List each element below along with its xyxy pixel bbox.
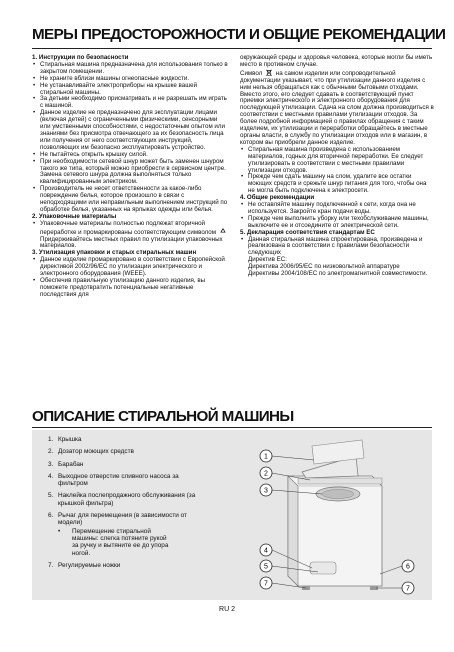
safety-list (32, 62, 228, 173)
packaging-list (32, 221, 228, 237)
callout-7-left (260, 577, 272, 589)
part-item: 2. Дозатор моющих средств (48, 448, 134, 456)
callout-4 (260, 544, 272, 556)
packaging-note: Придерживайтесь местных правил по утилизации упаковочных материалов. (40, 235, 223, 250)
part-item: 6. Рычаг для перемещения (в зависимости от модели) • Перемещение стиральной машины: слегка потяните рукой за ручку и вытяните ее до упора ногой. (48, 512, 208, 557)
svg-text:2: 2 (264, 470, 268, 478)
list-item: • Данная стиральная машина спроектирована, произведена и реализована в соответствии с правилами безопасности следующих (248, 237, 434, 258)
list-item: • Не пытайтесь открыть крышку силой. (40, 152, 228, 159)
parts-list (48, 436, 208, 574)
cord-note: Замена сетевого шнура должна выполняться только квалифицированным электриком. (40, 171, 192, 186)
declaration-heading: 5. Декларация соответствия стандартам ЕС (240, 228, 375, 236)
part-item: 7. Регулируемые ножки (48, 561, 121, 569)
declaration-list (240, 237, 434, 258)
description-title: ОПИСАНИЕ СТИРАЛЬНОЙ МАШИНЫ (32, 408, 294, 425)
disposal-continued: окружающей среды и здоровья человека, которые могли бы иметь место в противном случае. (240, 54, 433, 68)
crossed-bin-icon (264, 69, 274, 76)
precautions-title: МЕРЫ ПРЕДОСТОРОЖНОСТИ И ОБЩИЕ РЕКОМЕНДАЦИИ (32, 26, 446, 43)
list-item: • Обеспечив правильную утилизацию данного изделия, вы поможете предотвратить потенциальные негативные последствия для (40, 278, 228, 299)
general-heading: 4. Общие рекомендации (240, 194, 315, 202)
svg-text:4: 4 (264, 547, 268, 555)
packaging-heading: 2. Упаковочные материалы (32, 212, 117, 220)
washing-machine-illustration (252, 436, 422, 600)
part-item: 1. Крышка (48, 436, 82, 443)
svg-text:3: 3 (264, 487, 268, 495)
part-item: 4. Выходное отверстие сливного насоса за фильтром (48, 472, 179, 488)
svg-text:5: 5 (264, 563, 268, 571)
part-text: Рычаг для перемещения (в зависимости от модели) (58, 512, 187, 527)
safety-list-cont (32, 186, 228, 214)
recycling-list (240, 147, 434, 195)
callout-2 (260, 467, 272, 479)
disposal-list (32, 257, 228, 298)
page-number: RU 2 (219, 606, 235, 613)
svg-text:6: 6 (406, 563, 410, 571)
list-item: • При необходимости сетевой шнур может быть заменен шнуром такого же типа, который можно приобрести в сервисном центре. (40, 159, 228, 173)
list-item: • Прежде чем сдать машину на слом, удалите все остатки моющих средств и срежьте шнур питания для того, чтобы она не могла быть подключена к электросети. (248, 174, 434, 195)
callout-3 (260, 484, 272, 496)
callout-6 (402, 560, 414, 572)
list-item: • Не устанавливайте электроприборы на крышке вашей стиральной машины. (40, 83, 228, 97)
callout-5 (260, 560, 272, 572)
recycle-icon (218, 228, 228, 235)
safety-heading: 1. Инструкции по безопасности (32, 54, 129, 61)
part-item: 3. Барабан (48, 460, 84, 468)
directive-line: Директивы 2004/108/EC по электромагнитной совместимости. (248, 270, 428, 278)
list-item: • Не оставляйте машину подключенной к сети, когда она не используется. Закройте кран подачи воды. (248, 202, 434, 216)
part-item: 5. Наклейка послепродажного обслуживания (за крышкой фильтра) (48, 492, 196, 507)
symbol-prefix: Символ (240, 69, 263, 77)
list-item: • Не храните вблизи машины огнеопасные жидкости. (40, 76, 228, 83)
weee-text: на самом изделии или сопроводительной документации указывает, что при утилизации данного изделия с ним нельзя обращаться как с обычными бытовыми отходами. Вместо этого, его следует сдавать в соответствующий пункт приемки электрического и электронного оборудования для последующей утилизации. Сдача на слом должна производиться в соответствии с местными правилами утилизации отходов. За более подробной информацией о правилах обращения с таким изделием, их утилизации и переработки обращайтесь в местные органы власти, в службу по утилизации отходов или в магазин, в котором вы приобрели данное изделие. (240, 69, 434, 146)
part-subnote: • Перемещение стиральной машины: слегка потяните рукой за ручку и вытяните ее до упора ногой. (58, 528, 208, 557)
list-item: • Прежде чем выполнить уборку или техобслуживание машины, выключите ее и отсоедините от электрической сети. (248, 216, 434, 230)
callout-7-right (402, 582, 414, 594)
packaging-text: Упаковочные материалы полностью подлежат вторичной переработке и промаркированы соответствующим символом (40, 219, 217, 236)
list-item: • За детьми необходимо присматривать и не разрешать им играть с машиной. (40, 96, 228, 110)
disposal-heading: 3. Утилизация упаковки и старых стиральных машин (32, 249, 197, 257)
weee-paragraph (240, 69, 434, 147)
list-item: • Стиральная машина произведена с использованием материалов, годных для вторичной переработки. Ее следует утилизировать в соответствии с местными правилами утилизации отходов. (248, 147, 434, 175)
svg-text:7: 7 (264, 580, 268, 588)
title-divider (32, 48, 432, 49)
directive-line: Директива 2006/95/EC по низковольтной аппаратуре (248, 263, 400, 271)
svg-text:7: 7 (406, 585, 410, 593)
list-item: • Производитель не несет ответственности за какое-либо повреждение белья, которое произошло в связи с неподходящими или неправильным выполнением инструкций по обработке белья, указанных на ярлыках одежды или белья. (40, 186, 228, 214)
directive-line: Директив ЕС: (248, 256, 287, 264)
list-item: • Стиральная машина предназначена для использования только в закрытом помещении. (40, 62, 228, 76)
list-item: • Данное изделие не предназначено для эксплуатации лицами (включая детей) с ограниченными физическими, сенсорными или умственными способностями, с недостаточным опытом или знаниями без присмотра отвечающего за их безопасность лица или получения от него соответствующих инструкций, позволяющих им безопасно эксплуатировать устройство. (40, 110, 228, 151)
callout-1 (260, 450, 272, 462)
svg-text:1: 1 (264, 453, 268, 461)
precautions-column-right (240, 55, 434, 278)
title-divider (32, 427, 432, 428)
list-item: • Данное изделие промаркировано в соответствии с Европейской директивой 2002/96/EC по утилизации электрического и электронного оборудования (WEEE). (40, 257, 228, 278)
precautions-column-left (32, 55, 228, 299)
list-item (40, 221, 228, 237)
general-list (240, 202, 434, 230)
